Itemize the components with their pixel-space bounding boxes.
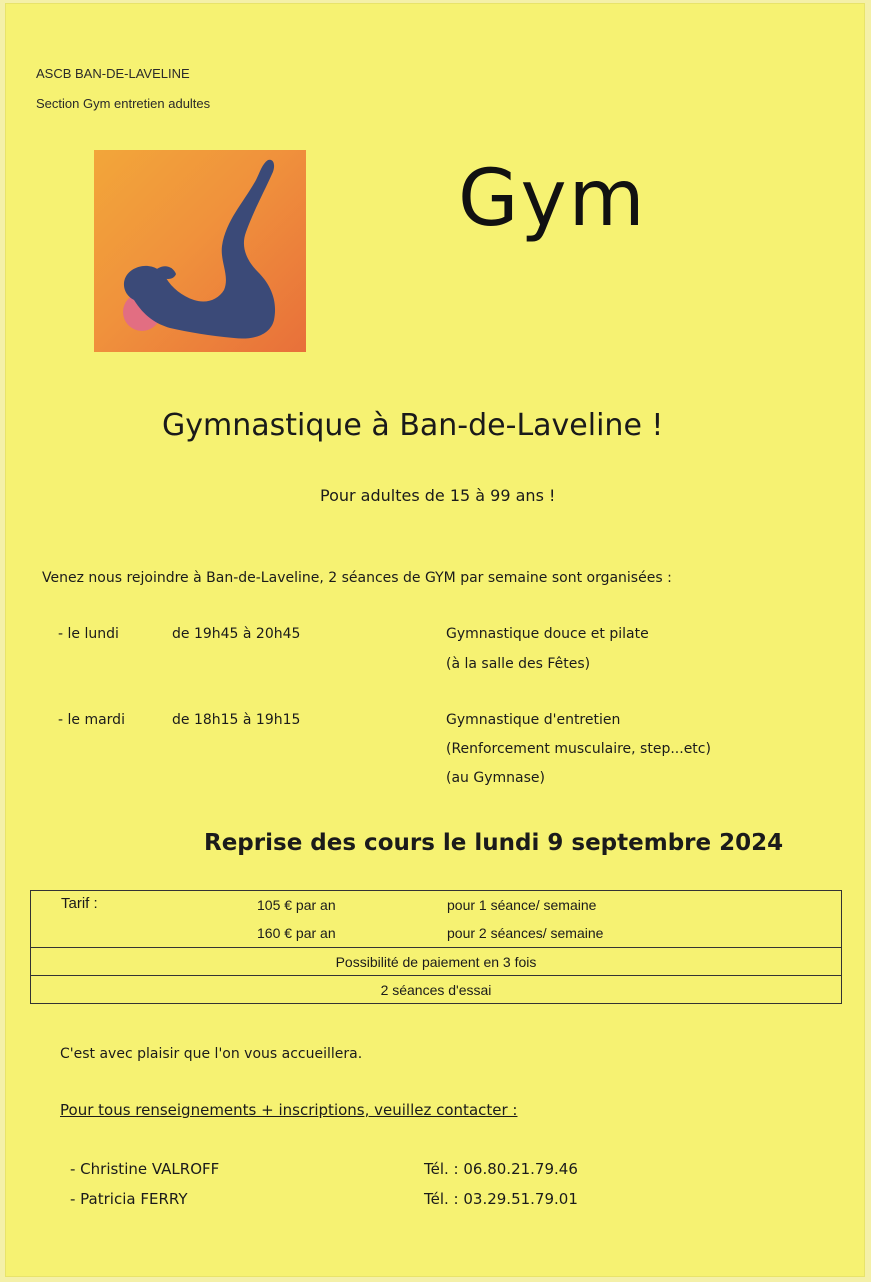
session-day: - le lundi bbox=[58, 626, 119, 642]
session-time: de 19h45 à 20h45 bbox=[172, 626, 301, 642]
subtitle: Gymnastique à Ban-de-Laveline ! bbox=[162, 408, 664, 443]
contact-heading: Pour tous renseignements + inscriptions, veuillez contacter : bbox=[60, 1101, 518, 1119]
gymnast-logo bbox=[94, 150, 306, 352]
tarif-payment: Possibilité de paiement en 3 fois bbox=[31, 948, 842, 976]
age-range: Pour adultes de 15 à 99 ans ! bbox=[320, 486, 556, 505]
flyer-sheet bbox=[6, 4, 864, 1276]
session-location: (au Gymnase) bbox=[446, 770, 545, 786]
tarif-label: Tarif : bbox=[61, 895, 98, 912]
tarif-desc: pour 1 séance/ semaine bbox=[447, 897, 597, 913]
session-location: (à la salle des Fêtes) bbox=[446, 656, 591, 672]
session-time: de 18h15 à 19h15 bbox=[172, 712, 301, 728]
closing-text: C'est avec plaisir que l'on vous accueillera. bbox=[60, 1046, 363, 1062]
tarif-price: 160 € par an bbox=[257, 925, 336, 941]
session-day: - le mardi bbox=[58, 712, 125, 728]
contact-phone: Tél. : 06.80.21.79.46 bbox=[424, 1160, 578, 1178]
session-activity: Gymnastique douce et pilate bbox=[446, 626, 649, 642]
section-name: Section Gym entretien adultes bbox=[36, 96, 211, 111]
tarif-desc: pour 2 séances/ semaine bbox=[447, 925, 604, 941]
contact-name: - Christine VALROFF bbox=[70, 1160, 220, 1178]
gymnast-silhouette-icon bbox=[94, 150, 306, 352]
contact-phone: Tél. : 03.29.51.79.01 bbox=[424, 1190, 578, 1208]
tarif-table bbox=[30, 890, 842, 1004]
session-activity: Gymnastique d'entretien bbox=[446, 712, 621, 728]
intro-text: Venez nous rejoindre à Ban-de-Laveline, 2 séances de GYM par semaine sont organisées : bbox=[42, 570, 672, 586]
contact-name: - Patricia FERRY bbox=[70, 1190, 188, 1208]
session-details: (Renforcement musculaire, step...etc) bbox=[446, 741, 711, 757]
tarif-prices-cell bbox=[31, 891, 842, 948]
reprise-date: Reprise des cours le lundi 9 septembre 2024 bbox=[204, 830, 784, 856]
tarif-price: 105 € par an bbox=[257, 897, 336, 913]
page-title: Gym bbox=[458, 154, 647, 244]
tarif-trial: 2 séances d'essai bbox=[31, 976, 842, 1004]
org-name: ASCB BAN-DE-LAVELINE bbox=[36, 66, 190, 81]
